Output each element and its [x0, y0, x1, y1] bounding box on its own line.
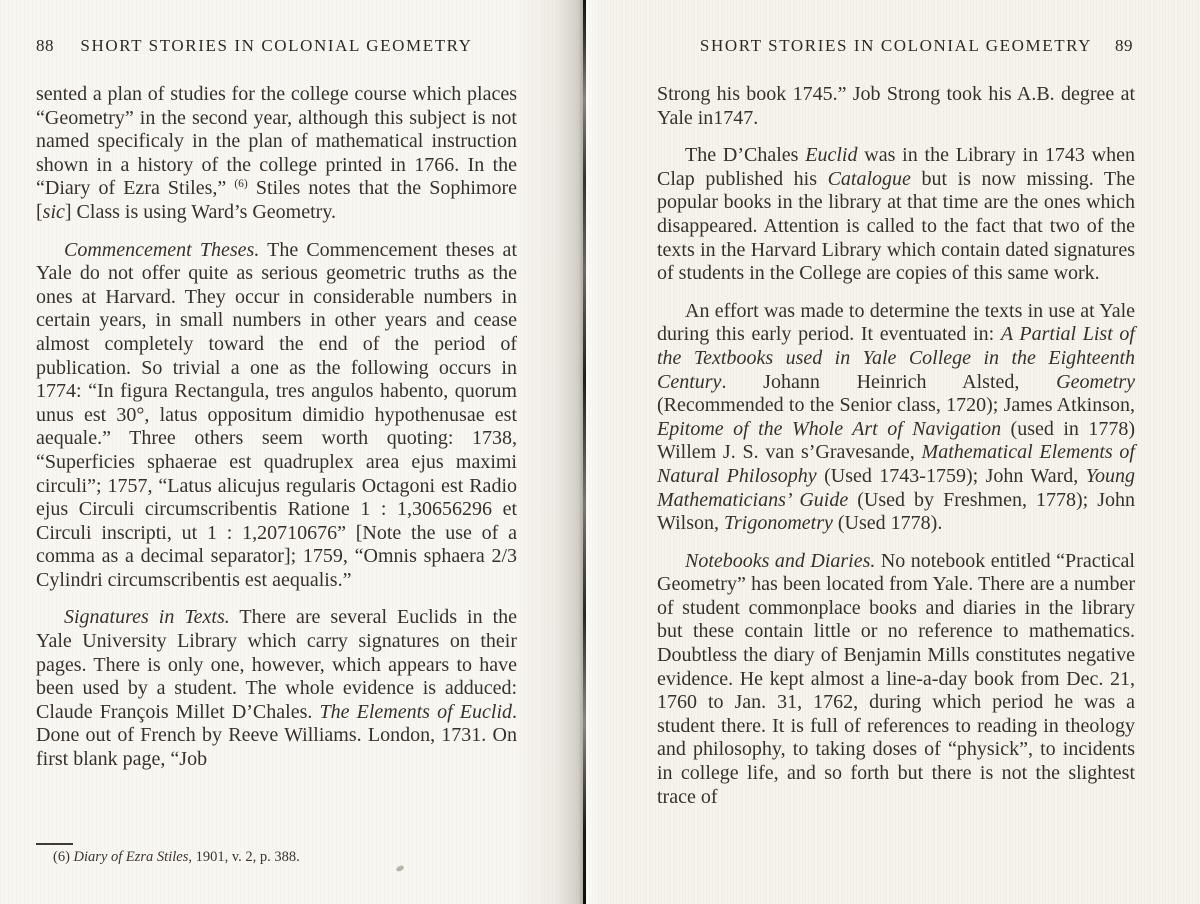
left-page-number: 88: [36, 36, 54, 55]
left-page: [0, 0, 584, 904]
right-page: [586, 0, 1200, 904]
footnote: (6) Diary of Ezra Stiles, 1901, v. 2, p. 388.: [53, 849, 300, 865]
scan-speck: [395, 865, 404, 872]
right-running-head: [657, 36, 1135, 56]
left-page-body: [36, 83, 517, 772]
right-page-number: 89: [1115, 36, 1133, 55]
left-running-title: SHORT STORIES IN COLONIAL GEOMETRY: [80, 36, 473, 55]
paragraph-commencement-theses: Commencement Theses. The Commencement theses at Yale do not offer quite as serious geometric truths as the ones at Harvard. They occur in considerable numbers in certain years, in small numbers in other years and cease almost completely toward the end of the period of publication. So trivial a one as the following occurs in 1774: “In figura Rectangula, tres angulos habento, quorum unus est 30°, latus oppositum dimidio hypothenusae est aequale.” Three others seem worth quoting: 1738, “Superficies sphaerae est quadruplex area ejus maximi circuli”; 1757, “Latus alicujus regularis Octagoni est Radio ejus Circuli circumscribentis Ratione 1 : 1,30656296 et Circuli inscripti, ut 1 : 1,20710676” [Note the use of a comma as a decimal separator]; 1759, “Omnis sphaera 2/3 Cylindri circumscribentis est aequalis.”: [36, 238, 517, 591]
right-running-title: SHORT STORIES IN COLONIAL GEOMETRY: [699, 36, 1093, 55]
footnote-rule: [36, 843, 73, 845]
paragraph-yale-textbooks: An effort was made to determine the texts in use at Yale during this early period. It eventuated in: A Partial List of the Textbooks used in Yale College in the Eighteenth Century. Johann Heinrich Alsted, Geometry (Recommended to the Senior class, 1720); James Atkinson, Epitome of the Whole Art of Navigation (used in 1778) Willem J. S. van s’Gravesande, Mathematical Elements of Natural Philosophy (Used 1743-1759); John Ward, Young Mathematicians’ Guide (Used by Freshmen, 1778); John Wilson, Trigonometry (Used 1778).: [657, 299, 1136, 535]
right-page-body: [657, 83, 1135, 809]
paragraph-continuation: Strong his book 1745.” Job Strong took his A.B. degree at Yale in1747.: [657, 83, 1135, 129]
paragraph-continuation: sented a plan of studies for the college course which places “Geometry” in the second year, although this subject is not named specificaly in the plan of mathematical instruction shown in a history of the college printed in 1766. In the “Diary of Ezra Stiles,” $^{(6)}$ Stiles notes that the Sophimore [sic] Class is using Ward’s Geometry.: [36, 83, 517, 223]
paragraph-notebooks-and-diaries: Notebooks and Diaries. No notebook entitled “Practical Geometry” has been located from Yale. There are a number of student commonplace books and diaries in the library but these contain little or no reference to mathematics. Doubtless the diary of Benjamin Mills constitutes negative evidence. He kept almost a line-a-day book from Dec. 21, 1760 to Jan. 31, 1762, during which period he was a student there. It is full of references to reading in theology and philosophy, to taking doses of “physick”, to incidents in college life, and so forth but there is not the slightest trace of: [657, 549, 1135, 808]
paragraph-signatures-in-texts: Signatures in Texts. There are several Euclids in the Yale University Library which carry signatures on their pages. There is only one, however, which appears to have been used by a student. The whole evidence is adduced: Claude François Millet D’Chales. The Elements of Euclid. Done out of French by Reeve Williams. London, 1731. On first blank page, “Job: [36, 606, 518, 771]
paragraph-dchales-euclid: The D’Chales Euclid was in the Library in 1743 when Clap published his Catalogue but is now missing. The popular books in the library at that time are the ones which disappeared. Attention is called to the fact that two of the texts in the Harvard Library which contain dated signatures of students in the College are copies of this same work.: [657, 144, 1135, 285]
left-running-head: [36, 36, 517, 56]
